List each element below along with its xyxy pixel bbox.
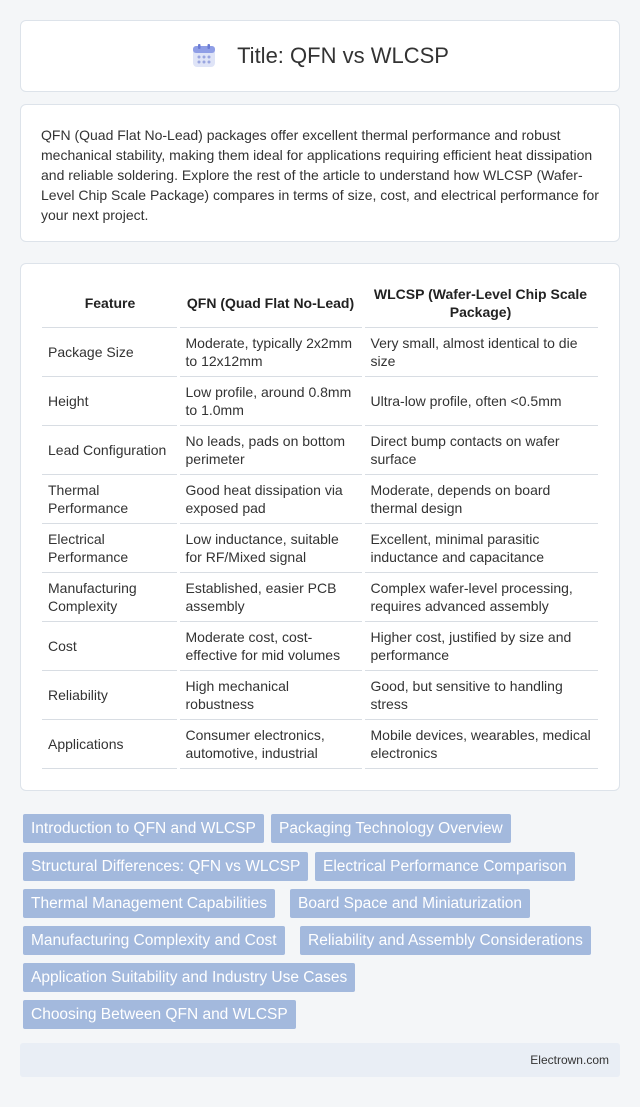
- table-row: [42, 523, 598, 572]
- table-header-row: [42, 280, 598, 327]
- table-cell: Complex wafer-level processing, requires advanced assembly: [363, 572, 598, 621]
- table-row: [42, 572, 598, 621]
- table-cell: Moderate, depends on board thermal design: [363, 474, 598, 523]
- tag-choosing-between[interactable]: Choosing Between QFN and WLCSP: [23, 1000, 296, 1029]
- table-cell: Consumer electronics, automotive, industrial: [178, 719, 363, 768]
- table-cell: Higher cost, justified by size and performance: [363, 621, 598, 670]
- table-row: [42, 719, 598, 768]
- tag-packaging-overview[interactable]: Packaging Technology Overview: [271, 814, 511, 843]
- table-cell: Moderate cost, cost-effective for mid volumes: [178, 621, 363, 670]
- table-cell: Thermal Performance: [42, 474, 178, 523]
- table-cell: Moderate, typically 2x2mm to 12x12mm: [178, 327, 363, 376]
- intro-text: QFN (Quad Flat No-Lead) packages offer excellent thermal performance and robust mechanical stability, making them ideal for applications requiring efficient heat dissipation and reliable soldering. Explore the rest of the article to understand how WLCSP (Wafer-Level Chip Scale Package) compares in terms of size, cost, and electrical performance for your next project.: [41, 127, 599, 223]
- table-cell: Good, but sensitive to handling stress: [363, 670, 598, 719]
- table-cell: Low inductance, suitable for RF/Mixed signal: [178, 523, 363, 572]
- title-card: [20, 20, 620, 92]
- table-row: [42, 425, 598, 474]
- table-row: [42, 670, 598, 719]
- column-header: Feature: [42, 280, 178, 327]
- column-header: WLCSP (Wafer-Level Chip Scale Package): [363, 280, 598, 327]
- tag-electrical-performance[interactable]: Electrical Performance Comparison: [315, 852, 575, 881]
- table-row: [42, 474, 598, 523]
- table-cell: Very small, almost identical to die size: [363, 327, 598, 376]
- table-cell: Excellent, minimal parasitic inductance and capacitance: [363, 523, 598, 572]
- table-cell: Mobile devices, wearables, medical electronics: [363, 719, 598, 768]
- tag-thermal-management[interactable]: Thermal Management Capabilities: [23, 889, 275, 918]
- table-cell: No leads, pads on bottom perimeter: [178, 425, 363, 474]
- tag-board-space[interactable]: Board Space and Miniaturization: [290, 889, 530, 918]
- footer-site-name[interactable]: Electrown.com: [530, 1053, 609, 1067]
- tag-introduction[interactable]: Introduction to QFN and WLCSP: [23, 814, 264, 843]
- tag-reliability-assembly[interactable]: Reliability and Assembly Considerations: [300, 926, 591, 955]
- table-cell: Ultra-low profile, often <0.5mm: [363, 376, 598, 425]
- table-cell: Direct bump contacts on wafer surface: [363, 425, 598, 474]
- table-cell: Established, easier PCB assembly: [178, 572, 363, 621]
- table-cell: Applications: [42, 719, 178, 768]
- comparison-table-card: [20, 263, 620, 791]
- tag-manufacturing-cost[interactable]: Manufacturing Complexity and Cost: [23, 926, 285, 955]
- table-row: [42, 327, 598, 376]
- page-title: Title: QFN vs WLCSP: [237, 43, 449, 68]
- table-cell: Good heat dissipation via exposed pad: [178, 474, 363, 523]
- table-cell: Cost: [42, 621, 178, 670]
- table-cell: Lead Configuration: [42, 425, 178, 474]
- table-row: [42, 621, 598, 670]
- comparison-table: [42, 280, 598, 769]
- intro-card: [20, 104, 620, 242]
- table-cell: Electrical Performance: [42, 523, 178, 572]
- table-cell: Manufacturing Complexity: [42, 572, 178, 621]
- calendar-icon: [191, 43, 217, 69]
- table-cell: Low profile, around 0.8mm to 1.0mm: [178, 376, 363, 425]
- table-cell: Height: [42, 376, 178, 425]
- column-header: QFN (Quad Flat No-Lead): [178, 280, 363, 327]
- table-cell: High mechanical robustness: [178, 670, 363, 719]
- table-row: [42, 376, 598, 425]
- table-cell: Package Size: [42, 327, 178, 376]
- tag-application-suitability[interactable]: Application Suitability and Industry Use Cases: [23, 963, 355, 992]
- tag-structural-differences[interactable]: Structural Differences: QFN vs WLCSP: [23, 852, 308, 881]
- table-cell: Reliability: [42, 670, 178, 719]
- footer: [20, 1043, 620, 1077]
